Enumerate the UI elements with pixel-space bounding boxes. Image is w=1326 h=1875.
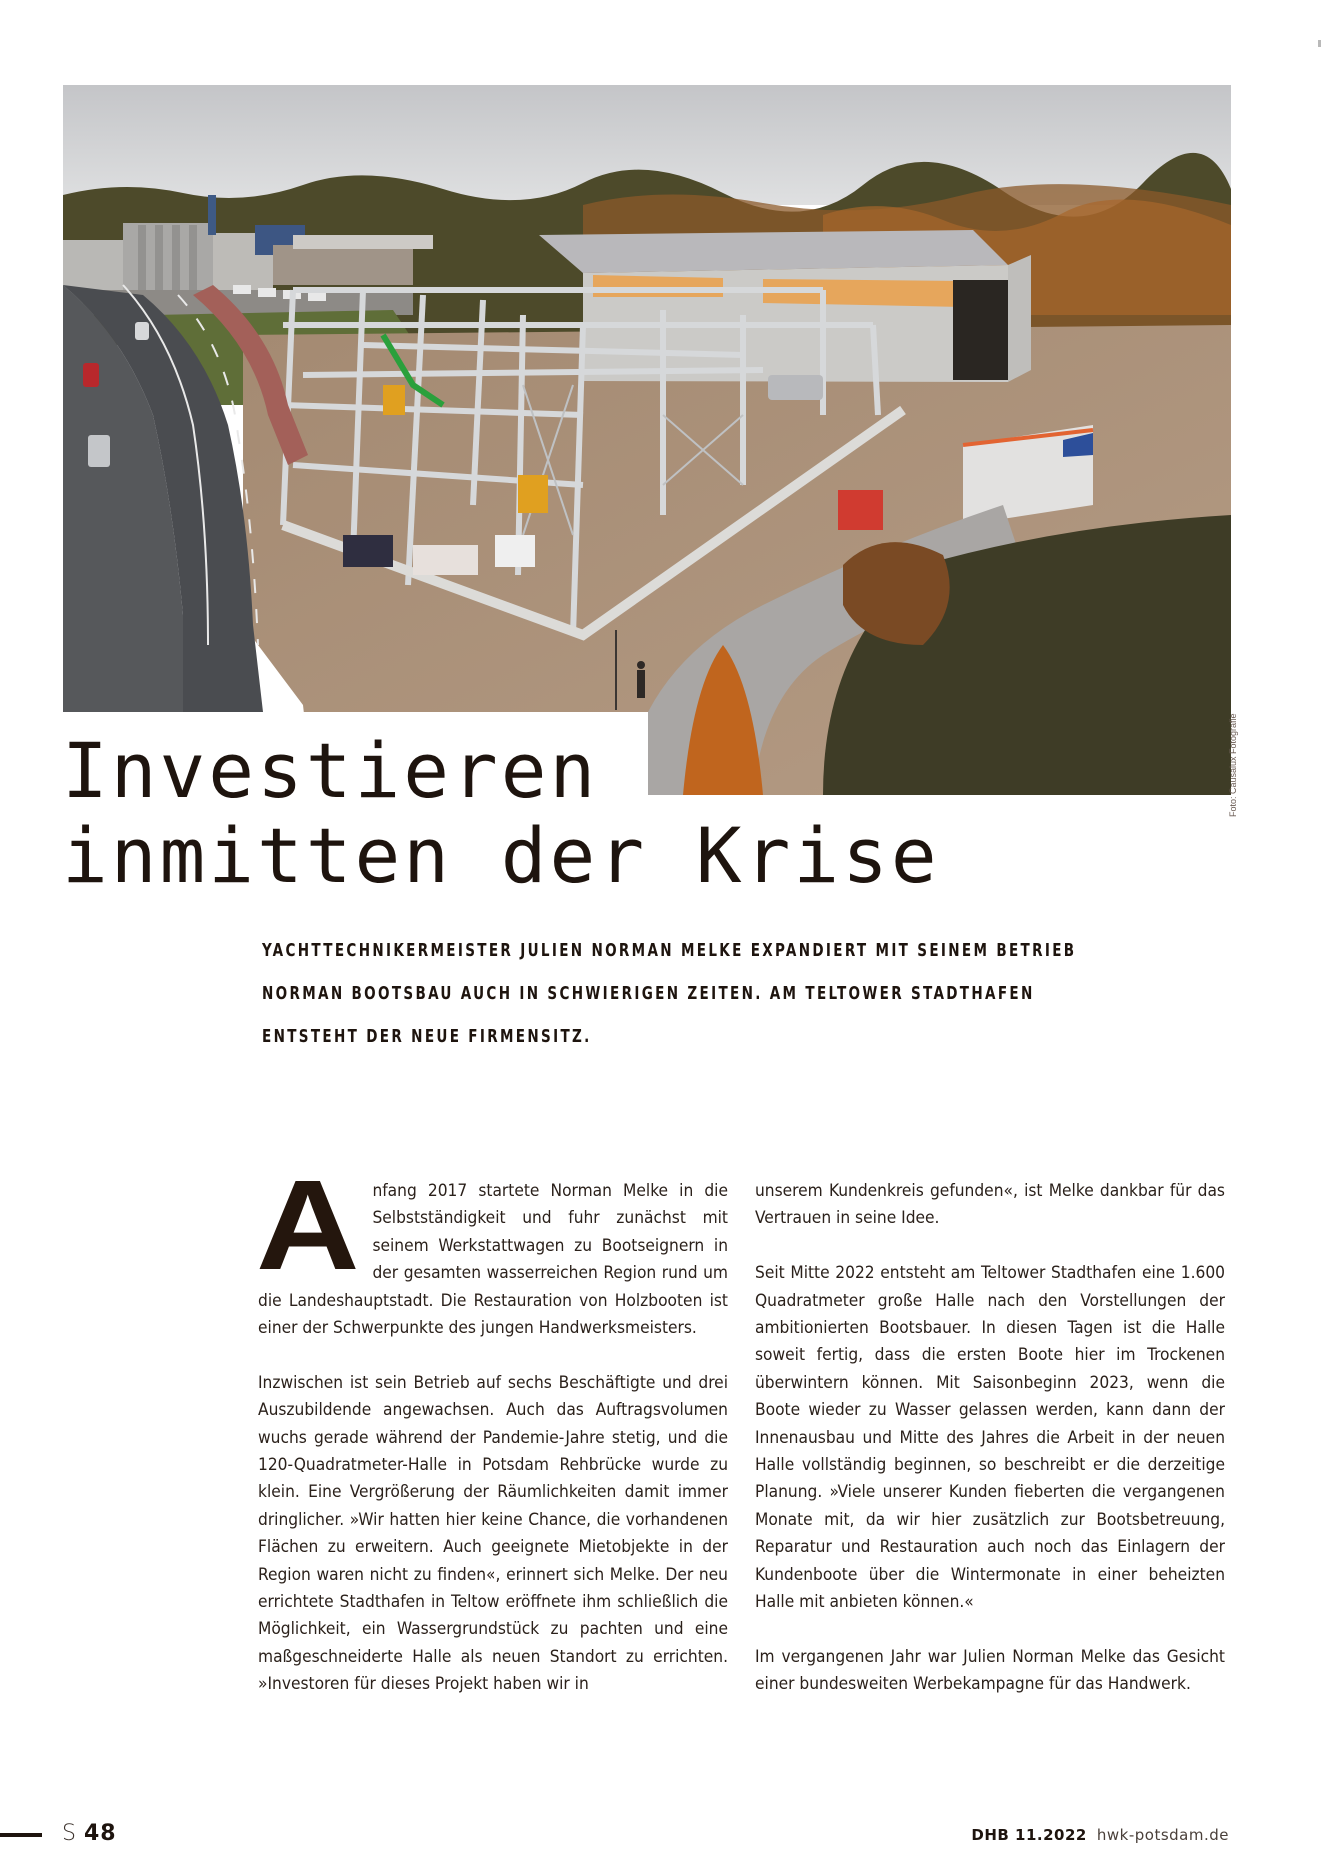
magazine-issue: DHB 11.2022 xyxy=(971,1826,1087,1844)
article-photo xyxy=(63,85,1231,795)
paragraph-text: nfang 2017 startete Norman Melke in die Selbstständigkeit und fuhr zunächst mit seinem Werkstattwagen zu Bootseignern in der gesamten wasserreichen Region rund um die Landeshauptstadt. Die Restauration von Holzbooten ist einer der Schwerpunkte des jungen Handwerksmeisters. xyxy=(258,1181,728,1339)
construction-site-image xyxy=(63,85,1231,795)
lead-line-1: YACHTTECHNIKERMEISTER JULIEN NORMAN MELKE EXPANDIERT MIT SEINEM BETRIEB xyxy=(262,941,1077,961)
headline-line-1: Investieren xyxy=(62,726,599,815)
body-column-right xyxy=(755,1178,1225,1699)
page-number xyxy=(62,1821,117,1847)
body-paragraph xyxy=(256,1154,728,1342)
page-prefix: S xyxy=(62,1821,76,1846)
body-paragraph: Inzwischen ist sein Betrieb auf sechs Beschäftigte und drei Auszubildende angewachsen. Auch das Auftragsvolumen wuchs gerade während der Pandemie-Jahre stetig, und die 120-Quadratmeter-Halle in Potsdam Rehbrücke wurde zu klein. Eine Vergrößerung der Räumlichkeiten damit immer dringlicher. »Wir hatten hier keine Chance, die vorhandenen Flächen zu erweitern. Auch geeignete Mietobjekte in der Region waren nicht zu finden«, erinnert sich Melke. Der neu errichtete Stadthafen in Teltow eröffnete ihm schließlich die Möglichkeit, ein Wassergrundstück zu pachten und eine maßgeschneiderte Halle als neuen Standort zu errichten. »Investoren für dieses Projekt haben wir in xyxy=(258,1372,728,1695)
website-link[interactable]: hwk-potsdam.de xyxy=(1096,1826,1229,1844)
body-paragraph: Seit Mitte 2022 entsteht am Teltower Stadthafen eine 1.600 Quadratmeter große Halle nach den Vorstellungen der ambitionierten Bootsbauer. In diesen Tagen ist die Halle soweit fertig, dass die ersten Boote hier im Trockenen überwintern können. Mit Saisonbeginn 2023, wenn die Boote wieder zu Wasser gelassen werden, kann dann der Innenausbau und Mitte des Jahres die Arbeit in der neuen Halle vollständig beginnen, so beschreibt er die derzeitige Planung. »Viele unserer Kunden fieberten die vergangenen Monate mit, da wir hier zusätzlich zur Bootsbetreuung, Reparatur und Restauration auch noch das Einlagern der Kundenboote über die Wintermonate in einer beheizten Halle mit anbieten können.« xyxy=(755,1263,1225,1613)
headline-line-2: inmitten der Krise xyxy=(62,811,940,900)
body-paragraph: unserem Kundenkreis gefunden«, ist Melke dankbar für das Vertrauen in seine Idee. xyxy=(755,1181,1225,1229)
footer-rule xyxy=(0,1833,42,1837)
lead-line-3: ENTSTEHT DER NEUE FIRMENSITZ. xyxy=(262,1027,592,1047)
body-column-left xyxy=(256,1154,728,1699)
crop-mark xyxy=(1318,40,1321,47)
page-number-value: 48 xyxy=(83,1821,117,1846)
lead-line-2: NORMAN BOOTSBAU AUCH IN SCHWIERIGEN ZEITEN. AM TELTOWER STADTHAFEN xyxy=(262,984,1035,1004)
footer-issue xyxy=(971,1826,1229,1844)
headline xyxy=(62,728,940,898)
dropcap: A xyxy=(256,1154,360,1297)
photo-credit: Foto: Causalux Fotografie xyxy=(1228,713,1238,817)
lead-paragraph xyxy=(262,930,1088,1059)
body-paragraph: Im vergangenen Jahr war Julien Norman Melke das Gesicht einer bundesweiten Werbekampagne für das Handwerk. xyxy=(755,1646,1225,1695)
